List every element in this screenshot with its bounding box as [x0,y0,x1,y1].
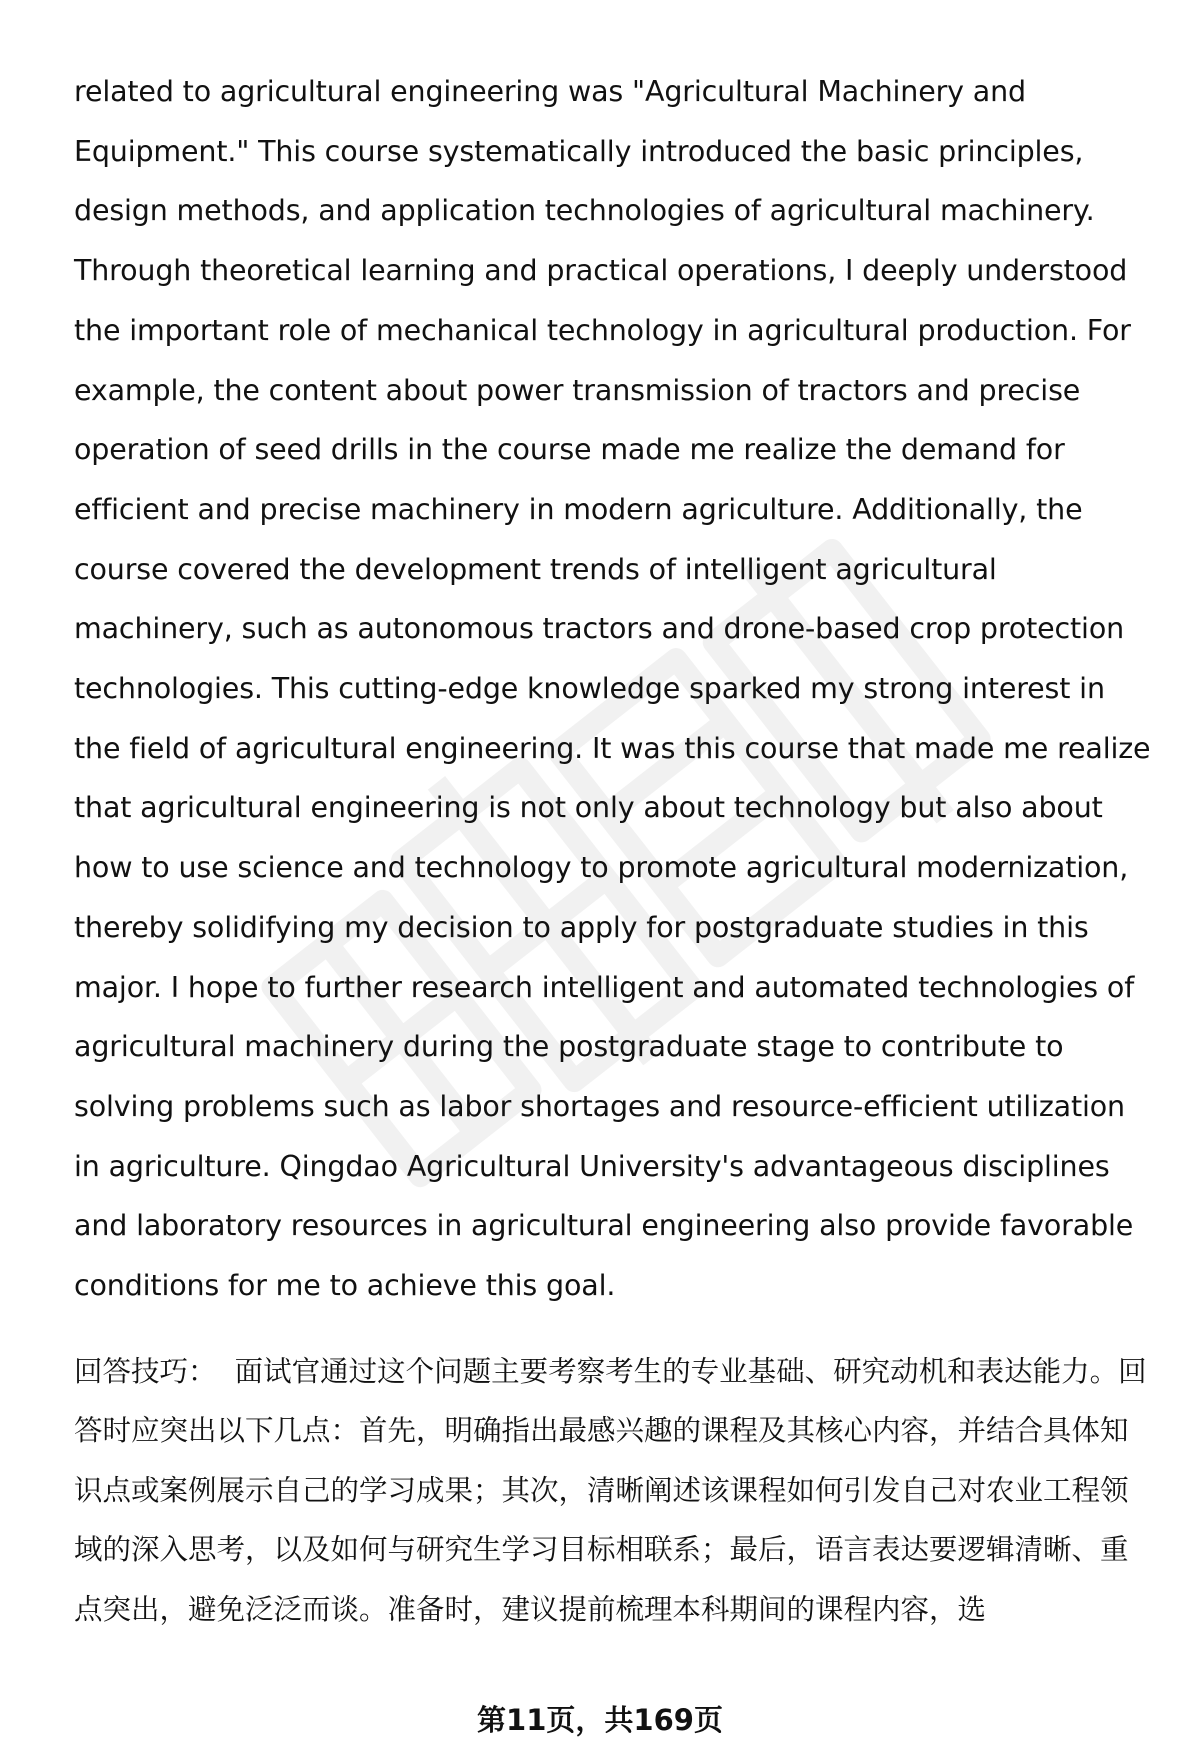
english-answer-paragraph: related to agricultural engineering was "Agricultural Machinery and Equipment." This course systematically introduced the basic principles, design methods, and application technologies of agricultural machinery. Through theoretical learning and practical operations, I deeply understood the important role of mechanical technology in agricultural production. For example, the content about power transmission of tractors and precise operation of seed drills in the course made me realize the demand for efficient and precise machinery in modern agriculture. Additionally, the course covered the development trends of intelligent agricultural machinery, such as autonomous tractors and drone-based crop protection technologies. This cutting-edge knowledge sparked my strong interest in the field of agricultural engineering. It was this course that made me realize that agricultural engineering is not only about technology but also about how to use science and technology to promote agricultural modernization, thereby solidifying my decision to apply for postgraduate studies in this major. I hope to further research intelligent and automated technologies of agricultural machinery during the postgraduate stage to contribute to solving problems such as labor shortages and resource-efficient utilization in agriculture. Qingdao Agricultural University's advantageous disciplines and laboratory resources in agricultural engineering also provide favorable conditions for me to achieve this goal. [74,75,1151,1303]
page-content [74,62,1154,1639]
page-indicator: 第11页，共169页 [477,1703,723,1737]
answer-tips-text: 面试官通过这个问题主要考察考生的专业基础、研究动机和表达能力。回答时应突出以下几点：首先，明确指出最感兴趣的课程及其核心内容，并结合具体知识点或案例展示自己的学习成果；其次，清晰阐述该课程如何引发自己对农业工程领域的深入思考，以及如何与研究生学习目标相联系；最后，语言表达要逻辑清晰、重点突出，避免泛泛而谈。准备时，建议提前梳理本科期间的课程内容，选 [74,1354,1147,1626]
answer-tips-label: 回答技巧： [74,1354,217,1388]
answer-tips-paragraph [74,1342,1154,1640]
